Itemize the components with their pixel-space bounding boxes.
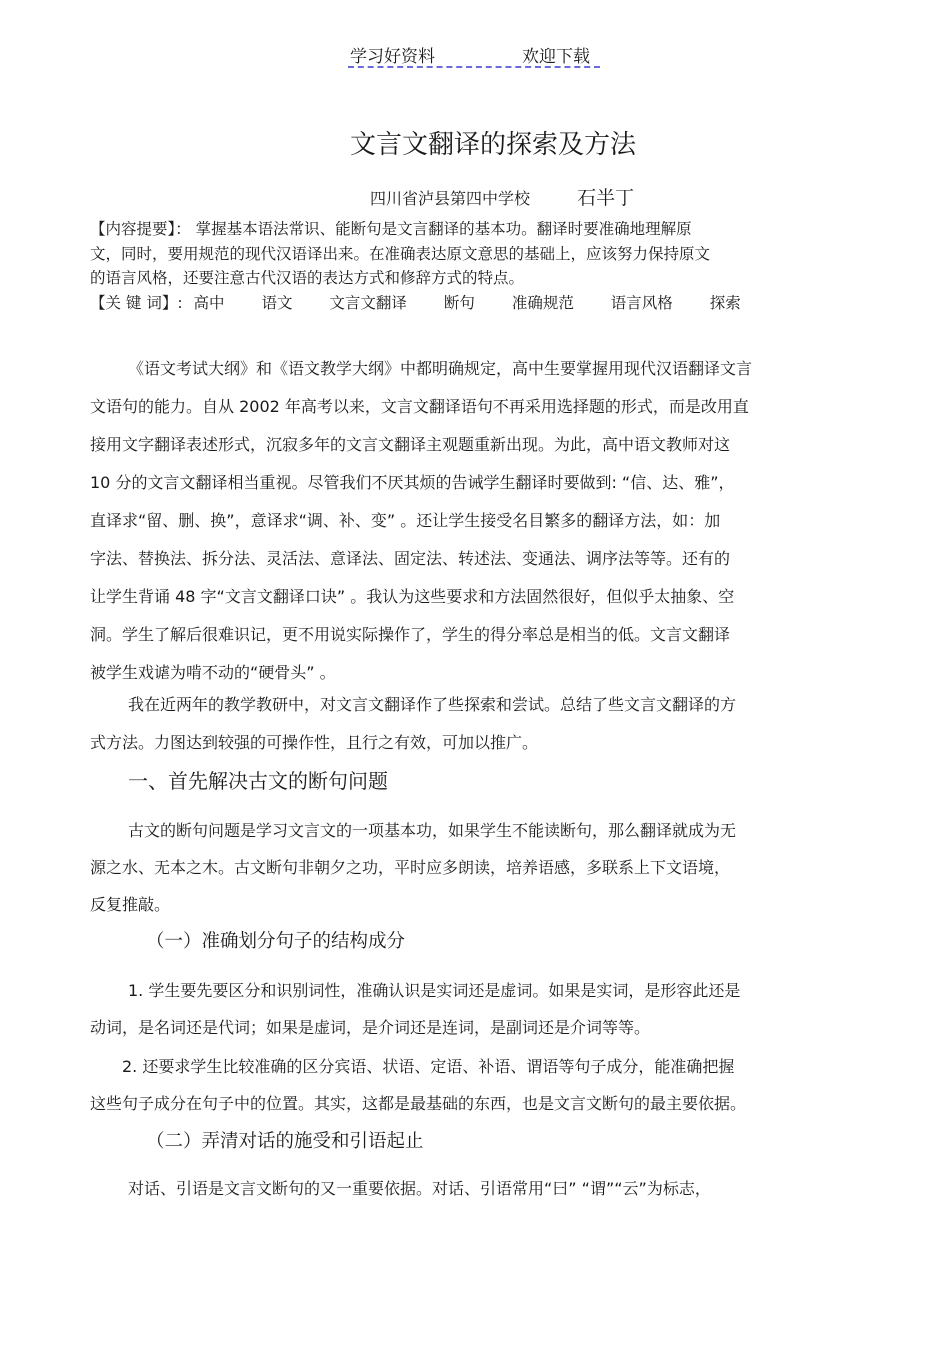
paragraph-line: 直译求“留、删、换”，意译求“调、补、变” 。还让学生接受名目繁多的翻译方法，如：加	[90, 511, 721, 530]
paragraph-line: 接用文字翻译表述形式，沉寂多年的文言文翻译主观题重新出现。为此，高中语文教师对这	[90, 435, 731, 454]
paragraph-6	[90, 1170, 850, 1207]
paragraph-line: 1. 学生要先要区分和识别词性，准确认识是实词还是虚词。如果是实词，是形容此还是	[128, 981, 741, 1000]
paragraph-line: 源之水、无本之木。古文断句非朝夕之功，平时应多朗读，培养语感，多联系上下文语境，	[90, 858, 731, 877]
paragraph-line: 让学生背诵 48 字“文言文翻译口诀” 。我认为这些要求和方法固然很好，但似乎太抽象、空	[90, 587, 735, 606]
subsection-heading-1: （一）准确划分句子的结构成分	[146, 931, 406, 952]
paragraph-5	[90, 1048, 850, 1122]
paragraph-line: 2. 还要求学生比较准确的区分宾语、状语、定语、补语、谓语等句子成分，能准确把握	[122, 1057, 735, 1076]
keyword: 准确规范	[511, 294, 574, 312]
paragraph-1	[90, 350, 850, 692]
abstract-line: 【内容提要】： 掌握基本语法常识、能断句是文言翻译的基本功。翻译时要准确地理解原	[90, 220, 692, 238]
keyword: 高中	[193, 294, 225, 312]
paragraph-line: 古文的断句问题是学习文言文的一项基本功，如果学生不能读断句，那么翻译就成为无	[128, 821, 737, 840]
paragraph-line: 对话、引语是文言文断句的又一重要依据。对话、引语常用“曰” “谓”“云”为标志，	[128, 1179, 711, 1198]
header-right-text: 欢迎下载	[522, 47, 590, 67]
keyword: 探索	[709, 294, 741, 312]
paragraph-4	[90, 972, 850, 1046]
keyword: 断句	[443, 294, 475, 312]
abstract-line: 的语言风格，还要注意古代汉语的表达方式和修辞方式的特点。	[90, 269, 525, 287]
subsection-heading-2: （二）弄清对话的施受和引语起止	[146, 1131, 424, 1152]
keyword: 文言文翻译	[329, 294, 407, 312]
header-left-text: 学习好资料	[350, 47, 435, 67]
paragraph-line: 《语文考试大纲》和《语文教学大纲》中都明确规定，高中生要掌握用现代汉语翻译文言	[128, 359, 753, 378]
paragraph-line: 字法、替换法、拆分法、灵活法、意译法、固定法、转述法、变通法、调序法等等。还有的	[90, 549, 731, 568]
section-heading-1: 一、首先解决古文的断句问题	[128, 769, 388, 793]
paragraph-line: 文语句的能力。自从 2002 年高考以来，文言文翻译语句不再采用选择题的形式，而是改用直	[90, 397, 749, 416]
paragraph-2	[90, 686, 850, 762]
document-title: 文言文翻译的探索及方法	[349, 130, 636, 160]
author-name: 石半丁	[577, 187, 635, 209]
keyword: 语文	[261, 294, 293, 312]
paragraph-line: 动词，是名词还是代词；如果是虚词，是介词还是连词，是副词还是介词等等。	[90, 1018, 651, 1037]
keyword: 语言风格	[610, 294, 673, 312]
keywords-label: 【关 键 词】:	[90, 294, 183, 312]
paragraph-3	[90, 812, 850, 923]
page-header	[348, 42, 600, 68]
paragraph-line: 式方法。力图达到较强的可操作性，且行之有效，可加以推广。	[90, 733, 539, 752]
author-school: 四川省泸县第四中学校	[370, 189, 531, 208]
abstract	[90, 217, 830, 291]
paragraph-line: 被学生戏谑为啃不动的“硬骨头” 。	[90, 663, 336, 682]
paragraph-line: 反复推敲。	[90, 895, 171, 914]
paragraph-line: 这些句子成分在句子中的位置。其实，这都是最基础的东西，也是文言文断句的最主要依据。	[90, 1094, 747, 1113]
author-line	[370, 183, 634, 210]
keywords	[90, 291, 741, 313]
paragraph-line: 洞。学生了解后很难识记，更不用说实际操作了，学生的得分率总是相当的低。文言文翻译	[90, 625, 731, 644]
paragraph-line: 我在近两年的教学教研中，对文言文翻译作了些探索和尝试。总结了些文言文翻译的方	[128, 695, 737, 714]
paragraph-line: 10 分的文言文翻译相当重视。尽管我们不厌其烦的告诫学生翻译时要做到: “信、达、雅”，	[90, 473, 735, 492]
abstract-line: 文，同时，要用规范的现代汉语译出来。在准确表达原文意思的基础上，应该努力保持原文	[90, 244, 711, 263]
